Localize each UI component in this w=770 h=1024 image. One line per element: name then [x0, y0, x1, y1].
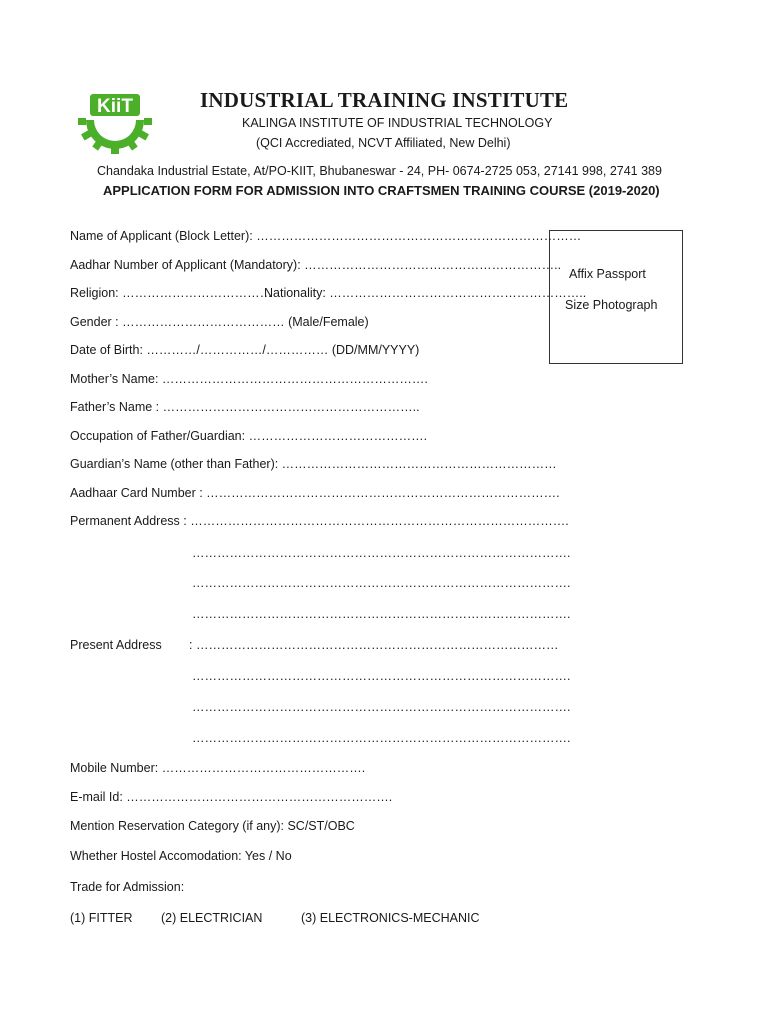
aadhaar-card-field[interactable]: Aadhaar Card Number : ………………………………………………………………………….: [70, 486, 560, 500]
permanent-address-line[interactable]: ……………………………………………………………………………….: [192, 546, 571, 560]
reservation-field[interactable]: Mention Reservation Category (if any): SC/ST/OBC: [70, 819, 355, 833]
permanent-address-line[interactable]: ……………………………………………………………………………….: [192, 576, 571, 590]
photo-box-line1: Affix Passport: [569, 267, 646, 281]
present-address-line[interactable]: ……………………………………………………………………………….: [192, 731, 571, 745]
permanent-address-field[interactable]: Permanent Address : ……………………………………………………………………………….: [70, 514, 569, 528]
occupation-field[interactable]: Occupation of Father/Guardian: …………………………………….: [70, 429, 428, 443]
religion-field[interactable]: Religion: ………………………………: [70, 286, 273, 300]
mobile-field[interactable]: Mobile Number: ………………………………………….: [70, 761, 366, 775]
dob-field[interactable]: Date of Birth: …………/……………/…………… (DD/MM/YYYY): [70, 343, 420, 357]
present-address-line[interactable]: ……………………………………………………………………………….: [192, 700, 571, 714]
form-title: APPLICATION FORM FOR ADMISSION INTO CRAFTSMEN TRAINING COURSE (2019-2020): [103, 183, 660, 198]
present-address-field[interactable]: : ……………………………………………………………………………: [189, 638, 559, 652]
guardian-name-field[interactable]: Guardian’s Name (other than Father): …………………………………………………………: [70, 457, 557, 471]
trade-option-electrician[interactable]: (2) ELECTRICIAN: [161, 911, 263, 925]
logo-text: KiiT: [97, 96, 133, 117]
father-name-field[interactable]: Father’s Name : ……………………………………………………..: [70, 400, 420, 414]
institute-address: Chandaka Industrial Estate, At/PO-KIIT, Bhubaneswar - 24, PH- 0674-2725 053, 27141 998, 2741 389: [97, 164, 662, 178]
trade-option-fitter[interactable]: (1) FITTER: [70, 911, 133, 925]
photo-box-line2: Size Photograph: [565, 298, 658, 312]
hostel-field[interactable]: Whether Hostel Accomodation: Yes / No: [70, 849, 292, 863]
mother-name-field[interactable]: Mother’s Name: ……………………………………………………….: [70, 372, 428, 386]
present-address-label: Present Address: [70, 638, 162, 652]
permanent-address-line[interactable]: ……………………………………………………………………………….: [192, 607, 571, 621]
gender-field[interactable]: Gender : ………………………………… (Male/Female): [70, 315, 369, 329]
accreditation-line: (QCI Accrediated, NCVT Affiliated, New Delhi): [256, 136, 511, 150]
present-address-line[interactable]: ……………………………………………………………………………….: [192, 669, 571, 683]
trade-label: Trade for Admission:: [70, 880, 185, 894]
email-field[interactable]: E-mail Id: ……………………………………………………….: [70, 790, 393, 804]
aadhar-field[interactable]: Aadhar Number of Applicant (Mandatory): ……………………………………………………..: [70, 258, 562, 272]
organization-name: KALINGA INSTITUTE OF INDUSTRIAL TECHNOLOGY: [242, 116, 553, 130]
institute-title: INDUSTRIAL TRAINING INSTITUTE: [200, 88, 569, 112]
nationality-field[interactable]: Nationality: ……………………………………………………..: [264, 286, 587, 300]
name-field[interactable]: Name of Applicant (Block Letter): ……………………………………………………………………: [70, 229, 582, 243]
trade-option-electronics-mechanic[interactable]: (3) ELECTRONICS-MECHANIC: [301, 911, 480, 925]
